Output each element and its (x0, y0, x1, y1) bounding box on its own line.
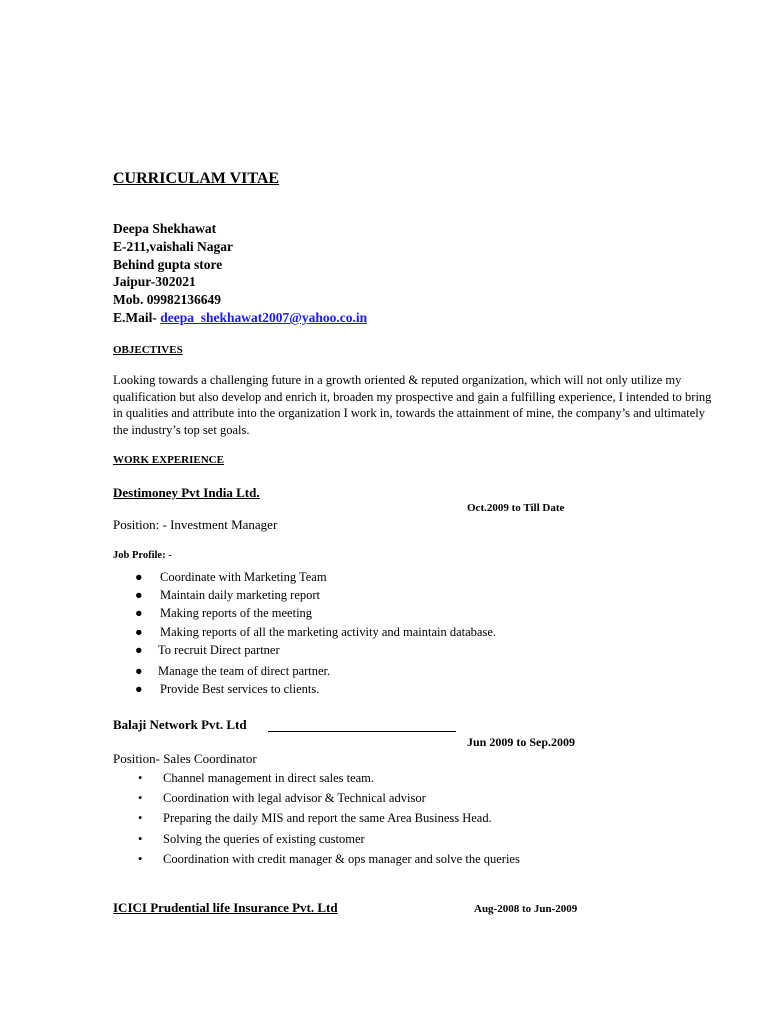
job-2-dates: Jun 2009 to Sep.2009 (467, 735, 576, 749)
job-1-profile-label: Job Profile: - (113, 550, 172, 561)
list-item: ● Making reports of the meeting (135, 604, 496, 622)
list-item: ● To recruit Direct partner (135, 641, 496, 659)
job-1-company: Destimoney Pvt India Ltd. (113, 485, 260, 500)
work-experience-heading: WORK EXPERIENCE (113, 454, 224, 466)
list-item: ● Manage the team of direct partner. (135, 662, 496, 680)
list-item: • Coordination with credit manager & ops manager and solve the queries (138, 849, 520, 869)
objectives-heading: OBJECTIVES (113, 344, 183, 356)
list-item: • Channel management in direct sales team. (138, 768, 520, 788)
email-label: E.Mail- (113, 309, 161, 325)
contact-name: Deepa Shekhawat (113, 221, 217, 236)
bullet-icon: ● (135, 682, 143, 697)
job-3-company: ICICI Prudential life Insurance Pvt. Ltd (113, 900, 338, 915)
bullet-icon: ● (135, 663, 143, 678)
list-item: ● Making reports of all the marketing activity and maintain database. (135, 623, 496, 641)
list-item: • Coordination with legal advisor & Technical advisor (138, 788, 520, 808)
job-2-duties-list (138, 768, 520, 869)
bullet-icon: ● (135, 606, 143, 621)
job-2-position: Position- Sales Coordinator (113, 751, 257, 766)
job-2-underline-rule (268, 731, 456, 732)
list-item: ● Coordinate with Marketing Team (135, 568, 496, 586)
bullet-icon: • (138, 791, 143, 806)
contact-address-line-2: Behind gupta store (113, 256, 223, 272)
bullet-icon: • (138, 851, 143, 866)
contact-address-line-1: E-211,vaishali Nagar (113, 238, 234, 254)
contact-city: Jaipur-302021 (113, 274, 196, 290)
bullet-icon: ● (135, 588, 143, 603)
contact-email-line (113, 309, 367, 327)
document-title: CURRICULAM VITAE (113, 170, 280, 187)
contact-mobile: Mob. 09982136649 (113, 292, 221, 308)
list-item: • Preparing the daily MIS and report the same Area Business Head. (138, 808, 520, 828)
bullet-icon: • (138, 831, 143, 846)
list-item: • Solving the queries of existing customer (138, 829, 520, 849)
email-link[interactable]: deepa_shekhawat2007@yahoo.co.in (160, 309, 368, 325)
job-1-position: Position: - Investment Manager (113, 517, 278, 532)
bullet-icon: ● (135, 642, 143, 657)
bullet-icon: • (138, 771, 143, 785)
bullet-icon: ● (135, 570, 143, 584)
job-3-dates: Aug-2008 to Jun-2009 (474, 903, 578, 915)
list-item: ● Provide Best services to clients. (135, 680, 496, 698)
list-item: ● Maintain daily marketing report (135, 586, 496, 604)
contact-block (113, 220, 367, 327)
job-1-dates: Oct.2009 to Till Date (467, 502, 565, 514)
job-1-duties-list (135, 568, 496, 698)
objectives-text: Looking towards a challenging future in a growth oriented & reputed organization, which will not only utilize my qualification but also develop and enrich it, broaden my prospective and gain a fulfilling experience, I intended to bring in qualities and attribute into the organization I work in, towards the attainment of mine, the company’s and ultimately the industry’s top set goals. (113, 373, 712, 437)
bullet-icon: ● (135, 624, 143, 639)
job-2-company: Balaji Network Pvt. Ltd (113, 717, 247, 732)
bullet-icon: • (138, 811, 143, 826)
